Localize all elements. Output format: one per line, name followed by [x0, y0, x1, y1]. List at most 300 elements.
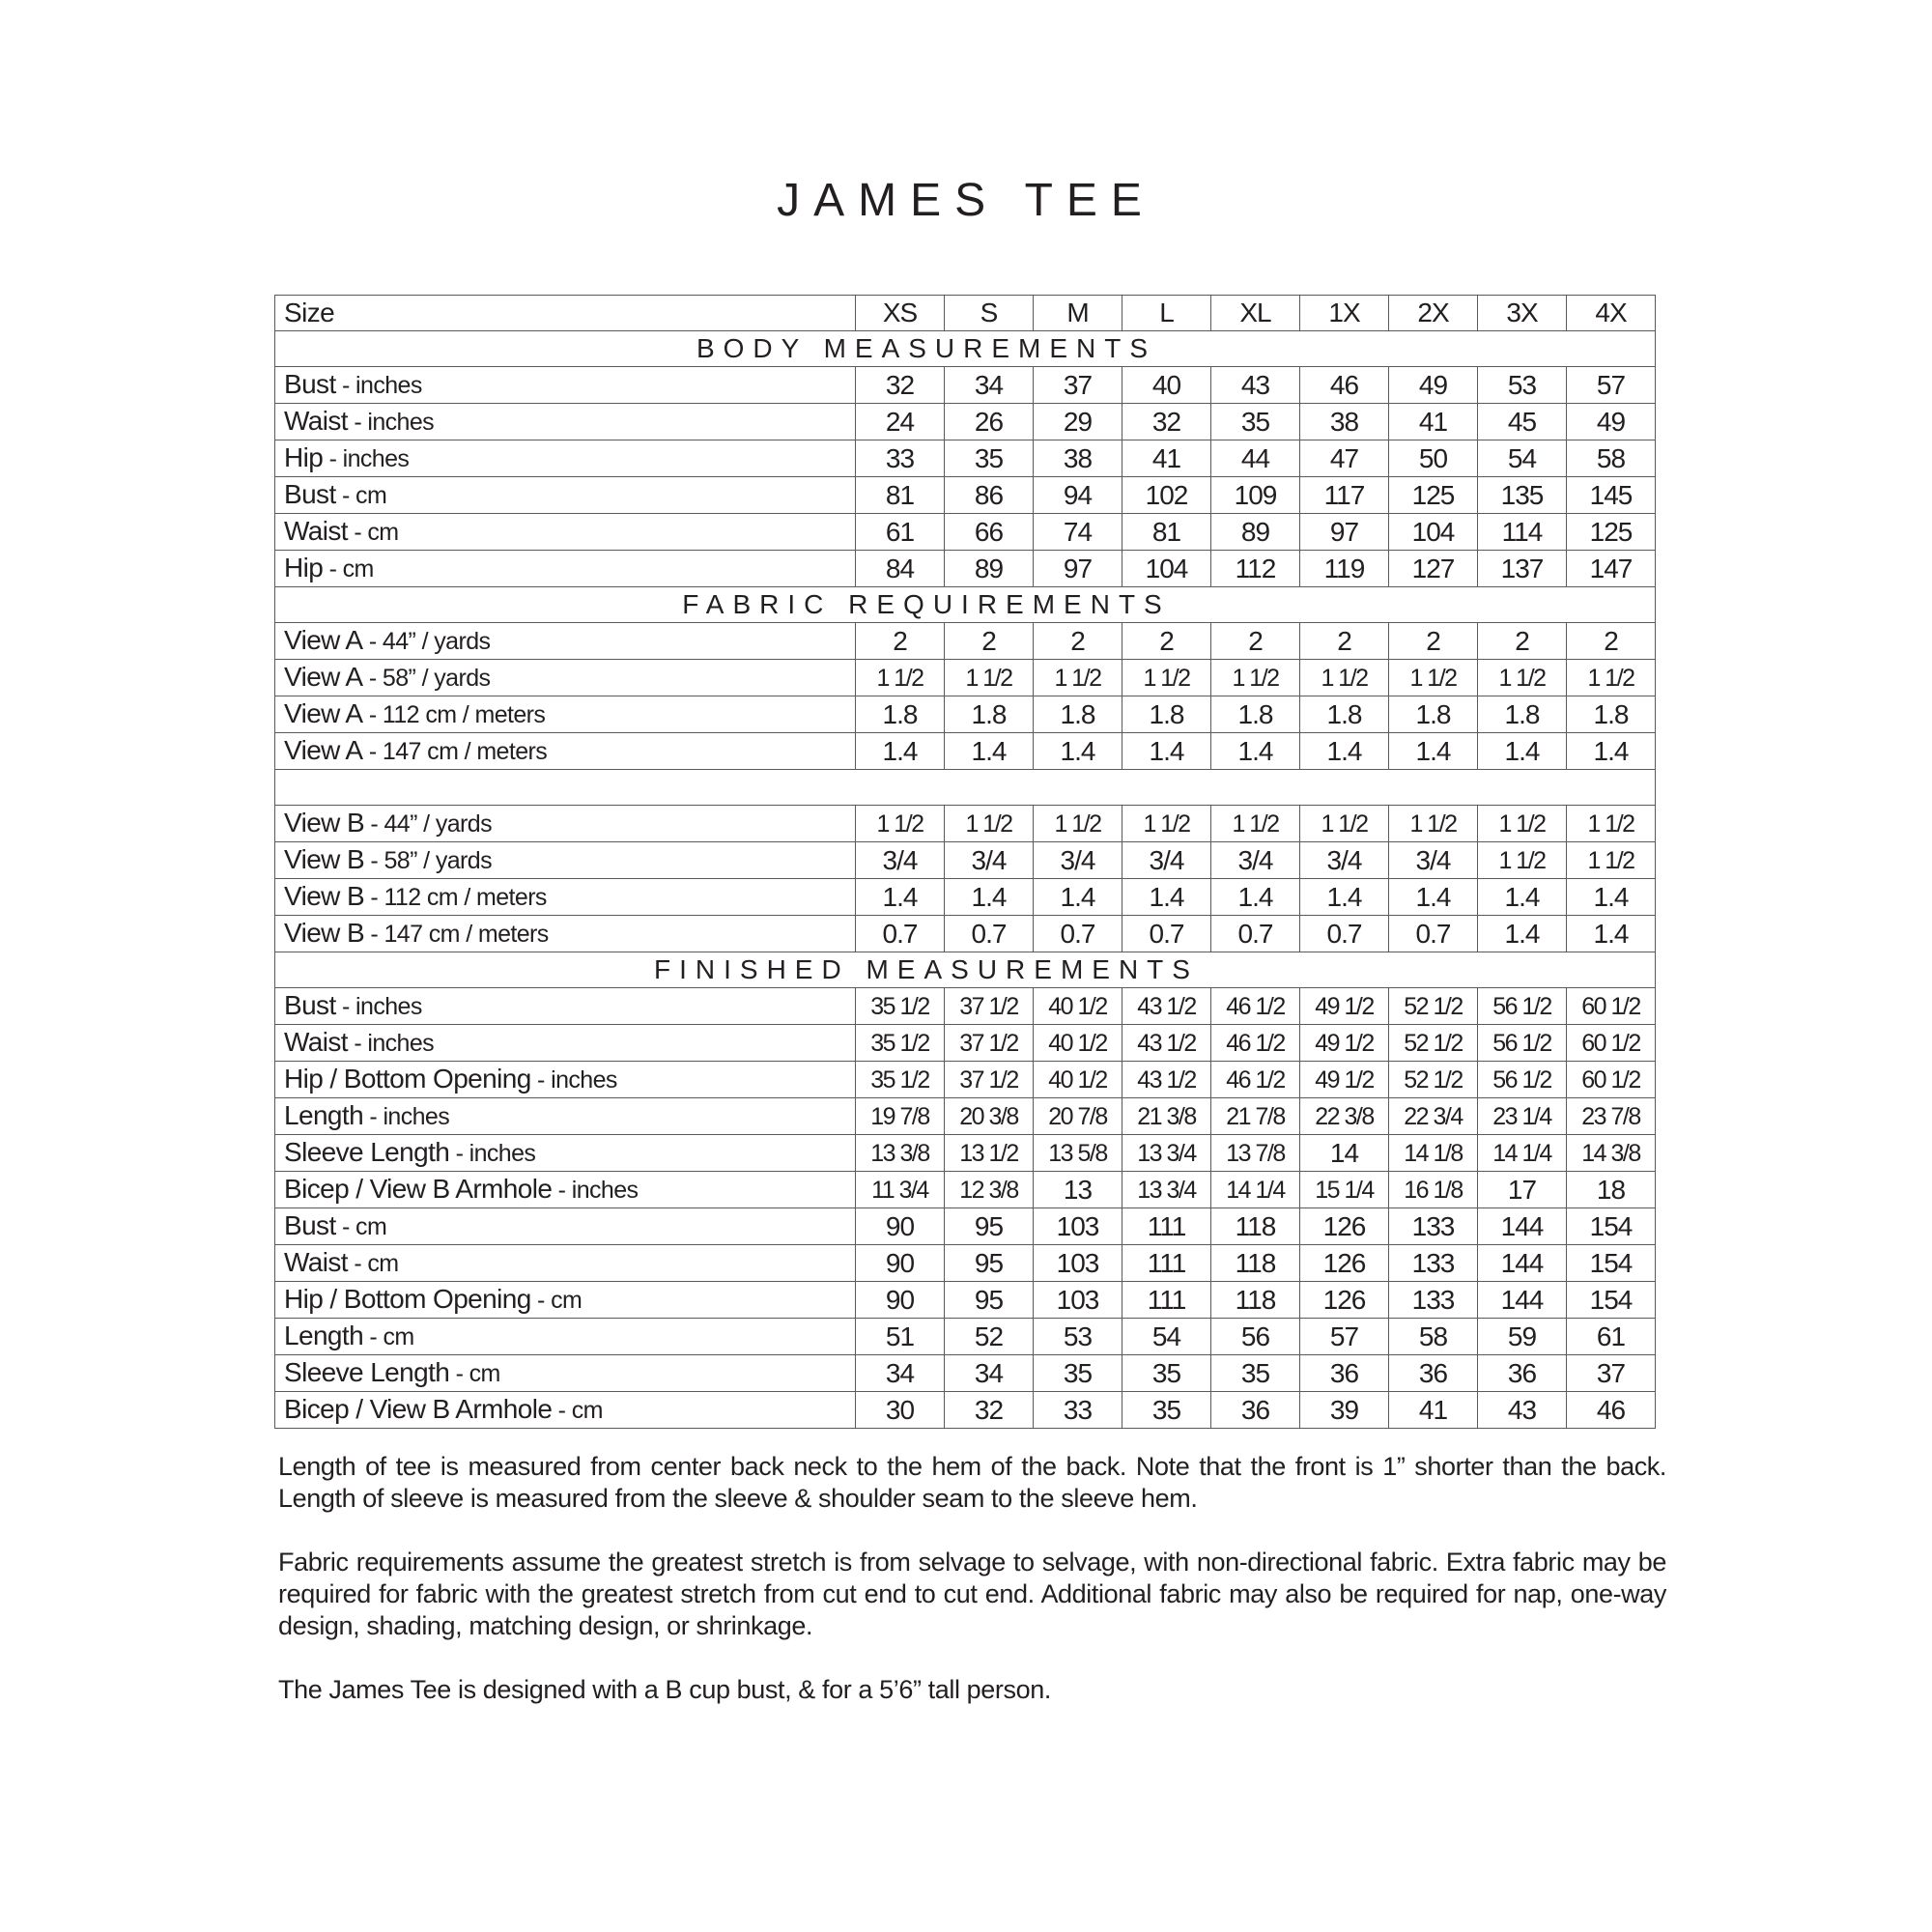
- measurement-value: 1.4: [1034, 733, 1122, 770]
- measurement-value: 52: [945, 1319, 1034, 1355]
- measurement-value: 1 1/2: [945, 806, 1034, 842]
- measurement-value: 14 3/8: [1567, 1135, 1656, 1172]
- measurement-value: 103: [1034, 1208, 1122, 1245]
- measurement-value: 90: [856, 1245, 945, 1282]
- measurement-label: [275, 1245, 856, 1282]
- measurement-value: 118: [1211, 1282, 1300, 1319]
- measurement-value: 3/4: [1122, 842, 1211, 879]
- measurement-unit: - 147 cm / meters: [362, 738, 548, 765]
- measurement-value: 1 1/2: [1300, 806, 1389, 842]
- measurement-name: View B: [284, 808, 365, 838]
- measurement-label: [275, 1208, 856, 1245]
- measurement-value: 37: [1567, 1355, 1656, 1392]
- measurement-name: Hip: [284, 553, 324, 582]
- measurement-unit: - inches: [363, 1103, 450, 1130]
- measurement-value: 26: [945, 404, 1034, 440]
- measurement-value: 43 1/2: [1122, 1025, 1211, 1062]
- measurement-value: 35: [1211, 404, 1300, 440]
- measurement-name: Hip / Bottom Opening: [284, 1064, 531, 1094]
- measurement-label: [275, 1135, 856, 1172]
- measurement-value: 17: [1478, 1172, 1567, 1208]
- measurement-value: 1.8: [1211, 696, 1300, 733]
- measurement-value: 135: [1478, 477, 1567, 514]
- measurement-value: 22 3/4: [1389, 1098, 1478, 1135]
- measurement-value: 59: [1478, 1319, 1567, 1355]
- measurement-unit: - 44” / yards: [364, 810, 492, 838]
- measurement-value: 118: [1211, 1208, 1300, 1245]
- measurement-value: 3/4: [856, 842, 945, 879]
- measurement-unit: - inches: [552, 1177, 639, 1204]
- measurement-unit: - inches: [347, 1030, 435, 1057]
- measurement-name: Bust: [284, 479, 336, 509]
- section-header: [275, 331, 1656, 367]
- measurement-value: 46: [1567, 1392, 1656, 1429]
- measurement-value: 46: [1300, 367, 1389, 404]
- measurement-value: 2: [945, 623, 1034, 660]
- measurement-value: 37: [1034, 367, 1122, 404]
- measurement-row: [275, 1172, 1656, 1208]
- measurement-value: 1.4: [1300, 733, 1389, 770]
- section-title: FABRIC REQUIREMENTS: [682, 589, 1171, 619]
- measurement-value: 104: [1122, 551, 1211, 587]
- measurement-row: [275, 1098, 1656, 1135]
- measurement-value: 1 1/2: [1567, 842, 1656, 879]
- measurement-value: 1.8: [1122, 696, 1211, 733]
- measurement-value: 125: [1389, 477, 1478, 514]
- measurement-unit: - inches: [347, 409, 435, 436]
- measurement-name: Hip / Bottom Opening: [284, 1284, 531, 1314]
- measurement-row: [275, 842, 1656, 879]
- measurement-value: 35: [1122, 1392, 1211, 1429]
- measurement-label: [275, 1062, 856, 1098]
- measurement-value: 52 1/2: [1389, 988, 1478, 1025]
- measurement-value: 1 1/2: [1567, 806, 1656, 842]
- measurement-name: View A: [284, 735, 363, 765]
- measurement-row: [275, 1392, 1656, 1429]
- measurement-name: View A: [284, 698, 363, 728]
- measurement-value: 66: [945, 514, 1034, 551]
- measurement-value: 54: [1122, 1319, 1211, 1355]
- measurement-value: 90: [856, 1282, 945, 1319]
- notes: [278, 1451, 1666, 1738]
- measurement-row: [275, 1355, 1656, 1392]
- measurement-value: 56 1/2: [1478, 1062, 1567, 1098]
- measurement-unit: - 58” / yards: [364, 847, 492, 874]
- measurement-value: 18: [1567, 1172, 1656, 1208]
- measurement-value: 35 1/2: [856, 988, 945, 1025]
- measurement-name: Bicep / View B Armhole: [284, 1394, 553, 1424]
- measurement-value: 89: [945, 551, 1034, 587]
- measurement-unit: - cm: [363, 1323, 414, 1350]
- measurement-value: 95: [945, 1245, 1034, 1282]
- measurement-row: [275, 988, 1656, 1025]
- measurement-value: 49: [1389, 367, 1478, 404]
- measurement-label: [275, 551, 856, 587]
- section-title: BODY MEASUREMENTS: [696, 333, 1157, 363]
- measurement-value: 37 1/2: [945, 1062, 1034, 1098]
- measurement-row: [275, 404, 1656, 440]
- measurement-unit: - 112 cm / meters: [364, 884, 547, 911]
- measurement-value: 97: [1300, 514, 1389, 551]
- measurement-value: 1 1/2: [856, 660, 945, 696]
- measurement-value: 133: [1389, 1282, 1478, 1319]
- measurement-value: 58: [1567, 440, 1656, 477]
- measurement-value: 32: [1122, 404, 1211, 440]
- measurement-value: 33: [1034, 1392, 1122, 1429]
- measurement-unit: - cm: [347, 1250, 399, 1277]
- measurement-row: [275, 1135, 1656, 1172]
- size-chart-table: [274, 295, 1656, 1429]
- measurement-value: 1.8: [1567, 696, 1656, 733]
- measurement-unit: - 44” / yards: [362, 628, 491, 655]
- measurement-value: 34: [945, 367, 1034, 404]
- measurement-value: 1.4: [1478, 916, 1567, 952]
- measurement-value: 13 3/4: [1122, 1135, 1211, 1172]
- measurement-value: 36: [1389, 1355, 1478, 1392]
- measurement-value: 40 1/2: [1034, 1025, 1122, 1062]
- measurement-value: 43: [1478, 1392, 1567, 1429]
- measurement-value: 60 1/2: [1567, 1025, 1656, 1062]
- measurement-value: 56 1/2: [1478, 1025, 1567, 1062]
- measurement-value: 24: [856, 404, 945, 440]
- measurement-value: 3/4: [1211, 842, 1300, 879]
- measurement-value: 104: [1389, 514, 1478, 551]
- measurement-value: 3/4: [945, 842, 1034, 879]
- measurement-row: [275, 806, 1656, 842]
- measurement-value: 12 3/8: [945, 1172, 1034, 1208]
- measurement-value: 13 5/8: [1034, 1135, 1122, 1172]
- measurement-name: Bicep / View B Armhole: [284, 1174, 553, 1204]
- measurement-value: 14 1/4: [1478, 1135, 1567, 1172]
- measurement-name: Length: [284, 1100, 364, 1130]
- measurement-name: Sleeve Length: [284, 1137, 450, 1167]
- measurement-value: 41: [1389, 404, 1478, 440]
- measurement-label: [275, 440, 856, 477]
- measurement-row: [275, 1245, 1656, 1282]
- measurement-value: 56 1/2: [1478, 988, 1567, 1025]
- measurement-unit: - cm: [323, 555, 374, 582]
- measurement-label: [275, 696, 856, 733]
- size-header-label: Size: [275, 296, 856, 331]
- measurement-value: 90: [856, 1208, 945, 1245]
- measurement-value: 61: [856, 514, 945, 551]
- measurement-value: 34: [945, 1355, 1034, 1392]
- measurement-value: 1.4: [1122, 879, 1211, 916]
- measurement-value: 3/4: [1034, 842, 1122, 879]
- measurement-value: 53: [1478, 367, 1567, 404]
- measurement-value: 145: [1567, 477, 1656, 514]
- measurement-value: 60 1/2: [1567, 988, 1656, 1025]
- measurement-name: View A: [284, 625, 363, 655]
- measurement-value: 13: [1034, 1172, 1122, 1208]
- measurement-value: 1.4: [1122, 733, 1211, 770]
- measurement-value: 61: [1567, 1319, 1656, 1355]
- measurement-value: 35: [945, 440, 1034, 477]
- note-length: Length of tee is measured from center back neck to the hem of the back. Note that the front is 1” shorter than the back. Length of sleeve is measured from the sleeve & shoulder seam to the sleeve hem.: [278, 1452, 1666, 1513]
- measurement-value: 81: [1122, 514, 1211, 551]
- measurement-value: 57: [1300, 1319, 1389, 1355]
- measurement-value: 21 7/8: [1211, 1098, 1300, 1135]
- measurement-row: [275, 879, 1656, 916]
- measurement-value: 102: [1122, 477, 1211, 514]
- measurement-label: [275, 1172, 856, 1208]
- measurement-value: 20 7/8: [1034, 1098, 1122, 1135]
- measurement-row: [275, 623, 1656, 660]
- measurement-value: 40 1/2: [1034, 1062, 1122, 1098]
- measurement-unit: - cm: [335, 1213, 387, 1240]
- size-header-cell: XL: [1211, 296, 1300, 331]
- section-header-row: [275, 952, 1656, 988]
- measurement-value: 16 1/8: [1389, 1172, 1478, 1208]
- measurement-value: 1 1/2: [1478, 806, 1567, 842]
- measurement-value: 3/4: [1389, 842, 1478, 879]
- measurement-value: 112: [1211, 551, 1300, 587]
- measurement-value: 154: [1567, 1208, 1656, 1245]
- measurement-row: [275, 1025, 1656, 1062]
- measurement-value: 2: [1478, 623, 1567, 660]
- measurement-value: 95: [945, 1282, 1034, 1319]
- measurement-value: 13 3/8: [856, 1135, 945, 1172]
- measurement-value: 2: [1567, 623, 1656, 660]
- measurement-row: [275, 660, 1656, 696]
- measurement-value: 45: [1478, 404, 1567, 440]
- measurement-value: 119: [1300, 551, 1389, 587]
- measurement-value: 0.7: [1389, 916, 1478, 952]
- measurement-value: 97: [1034, 551, 1122, 587]
- measurement-value: 1.4: [1478, 733, 1567, 770]
- measurement-name: Bust: [284, 369, 336, 399]
- measurement-value: 23 7/8: [1567, 1098, 1656, 1135]
- measurement-value: 1 1/2: [1211, 806, 1300, 842]
- section-header: [275, 587, 1656, 623]
- measurement-value: 126: [1300, 1245, 1389, 1282]
- size-header-cell: L: [1122, 296, 1211, 331]
- measurement-row: [275, 1319, 1656, 1355]
- measurement-value: 1 1/2: [1567, 660, 1656, 696]
- measurement-value: 133: [1389, 1208, 1478, 1245]
- measurement-unit: - cm: [552, 1397, 603, 1424]
- measurement-value: 33: [856, 440, 945, 477]
- measurement-name: View A: [284, 662, 363, 692]
- measurement-value: 2: [1122, 623, 1211, 660]
- measurement-unit: - 112 cm / meters: [362, 701, 546, 728]
- measurement-value: 1.8: [1300, 696, 1389, 733]
- measurement-value: 2: [856, 623, 945, 660]
- measurement-value: 1 1/2: [1478, 660, 1567, 696]
- measurement-value: 0.7: [856, 916, 945, 952]
- measurement-value: 0.7: [1300, 916, 1389, 952]
- measurement-value: 49 1/2: [1300, 988, 1389, 1025]
- measurement-value: 137: [1478, 551, 1567, 587]
- note-fit: The James Tee is designed with a B cup bust, & for a 5’6” tall person.: [278, 1675, 1051, 1704]
- measurement-value: 34: [856, 1355, 945, 1392]
- measurement-value: 13 7/8: [1211, 1135, 1300, 1172]
- measurement-value: 52 1/2: [1389, 1025, 1478, 1062]
- measurement-value: 114: [1478, 514, 1567, 551]
- measurement-value: 126: [1300, 1208, 1389, 1245]
- measurement-value: 127: [1389, 551, 1478, 587]
- measurement-value: 29: [1034, 404, 1122, 440]
- measurement-value: 1.4: [1567, 733, 1656, 770]
- note-fabric: Fabric requirements assume the greatest stretch is from selvage to selvage, with non-directional fabric. Extra fabric may be required for fabric with the greatest stretch from cut end to cut end. Additional fabric may also be required for nap, one-way design, shading, matching design, or shrinkage.: [278, 1548, 1666, 1640]
- measurement-value: 1.8: [945, 696, 1034, 733]
- measurement-name: Bust: [284, 1210, 336, 1240]
- measurement-value: 39: [1300, 1392, 1389, 1429]
- measurement-value: 111: [1122, 1208, 1211, 1245]
- measurement-value: 41: [1389, 1392, 1478, 1429]
- measurement-value: 1 1/2: [1034, 660, 1122, 696]
- measurement-value: 1.4: [856, 733, 945, 770]
- measurement-label: [275, 1098, 856, 1135]
- measurement-value: 1.4: [1567, 916, 1656, 952]
- measurement-row: [275, 477, 1656, 514]
- measurement-value: 57: [1567, 367, 1656, 404]
- measurement-value: 144: [1478, 1245, 1567, 1282]
- measurement-value: 1.4: [1389, 733, 1478, 770]
- measurement-name: Waist: [284, 516, 348, 546]
- measurement-value: 1.4: [945, 879, 1034, 916]
- measurement-value: 51: [856, 1319, 945, 1355]
- size-header-cell: 3X: [1478, 296, 1567, 331]
- measurement-unit: - inches: [449, 1140, 536, 1167]
- measurement-value: 32: [856, 367, 945, 404]
- measurement-value: 103: [1034, 1245, 1122, 1282]
- measurement-label: [275, 367, 856, 404]
- measurement-value: 43 1/2: [1122, 988, 1211, 1025]
- size-header-cell: 1X: [1300, 296, 1389, 331]
- measurement-value: 58: [1389, 1319, 1478, 1355]
- measurement-value: 103: [1034, 1282, 1122, 1319]
- measurement-value: 35: [1122, 1355, 1211, 1392]
- measurement-value: 1.8: [856, 696, 945, 733]
- measurement-value: 1.4: [1211, 879, 1300, 916]
- measurement-value: 84: [856, 551, 945, 587]
- measurement-value: 1 1/2: [945, 660, 1034, 696]
- measurement-value: 53: [1034, 1319, 1122, 1355]
- measurement-unit: - inches: [335, 993, 422, 1020]
- section-title: FINISHED MEASUREMENTS: [654, 954, 1199, 984]
- measurement-unit: - cm: [449, 1360, 500, 1387]
- measurement-value: 2: [1389, 623, 1478, 660]
- measurement-value: 144: [1478, 1208, 1567, 1245]
- measurement-value: 1.4: [1389, 879, 1478, 916]
- measurement-value: 3/4: [1300, 842, 1389, 879]
- measurement-value: 46 1/2: [1211, 1025, 1300, 1062]
- measurement-value: 21 3/8: [1122, 1098, 1211, 1135]
- measurement-value: 1.4: [1567, 879, 1656, 916]
- measurement-value: 49 1/2: [1300, 1062, 1389, 1098]
- measurement-value: 14 1/8: [1389, 1135, 1478, 1172]
- measurement-value: 13 3/4: [1122, 1172, 1211, 1208]
- measurement-value: 49 1/2: [1300, 1025, 1389, 1062]
- page-title: JAMES TEE: [777, 175, 1155, 226]
- measurement-value: 2: [1034, 623, 1122, 660]
- measurement-value: 1 1/2: [1478, 842, 1567, 879]
- measurement-value: 1 1/2: [1122, 660, 1211, 696]
- measurement-label: [275, 1282, 856, 1319]
- size-header-row: [275, 296, 1656, 331]
- spacer-cell: [275, 770, 1656, 806]
- measurement-name: View B: [284, 881, 365, 911]
- measurement-value: 86: [945, 477, 1034, 514]
- measurement-value: 32: [945, 1392, 1034, 1429]
- measurement-value: 15 1/4: [1300, 1172, 1389, 1208]
- measurement-name: Hip: [284, 442, 324, 472]
- measurement-unit: - cm: [347, 519, 399, 546]
- measurement-value: 1.8: [1034, 696, 1122, 733]
- measurement-value: 147: [1567, 551, 1656, 587]
- measurement-value: 0.7: [1034, 916, 1122, 952]
- section-header: [275, 952, 1656, 988]
- section-header-row: [275, 331, 1656, 367]
- measurement-name: View B: [284, 918, 365, 948]
- measurement-value: 1.4: [1034, 879, 1122, 916]
- measurement-value: 44: [1211, 440, 1300, 477]
- measurement-name: Bust: [284, 990, 336, 1020]
- measurement-value: 1.4: [1478, 879, 1567, 916]
- measurement-label: [275, 879, 856, 916]
- measurement-row: [275, 440, 1656, 477]
- measurement-value: 35: [1034, 1355, 1122, 1392]
- measurement-value: 74: [1034, 514, 1122, 551]
- measurement-value: 154: [1567, 1245, 1656, 1282]
- measurement-value: 38: [1034, 440, 1122, 477]
- measurement-label: [275, 1392, 856, 1429]
- measurement-value: 0.7: [1122, 916, 1211, 952]
- size-header-cell: XS: [856, 296, 945, 331]
- measurement-value: 43: [1211, 367, 1300, 404]
- measurement-label: [275, 514, 856, 551]
- size-header-cell: 4X: [1567, 296, 1656, 331]
- measurement-name: Waist: [284, 406, 348, 436]
- measurement-value: 1 1/2: [1389, 806, 1478, 842]
- measurement-unit: - 58” / yards: [362, 665, 491, 692]
- measurement-label: [275, 842, 856, 879]
- measurement-value: 43 1/2: [1122, 1062, 1211, 1098]
- measurement-name: Waist: [284, 1247, 348, 1277]
- size-header-cell: M: [1034, 296, 1122, 331]
- measurement-unit: - cm: [335, 482, 387, 509]
- measurement-value: 95: [945, 1208, 1034, 1245]
- measurement-value: 46 1/2: [1211, 988, 1300, 1025]
- measurement-value: 46 1/2: [1211, 1062, 1300, 1098]
- measurement-value: 94: [1034, 477, 1122, 514]
- measurement-value: 1.8: [1389, 696, 1478, 733]
- measurement-value: 1 1/2: [1211, 660, 1300, 696]
- measurement-value: 41: [1122, 440, 1211, 477]
- measurement-row: [275, 733, 1656, 770]
- measurement-value: 125: [1567, 514, 1656, 551]
- measurement-value: 35 1/2: [856, 1062, 945, 1098]
- measurement-label: [275, 623, 856, 660]
- measurement-value: 40: [1122, 367, 1211, 404]
- measurement-value: 2: [1300, 623, 1389, 660]
- measurement-value: 1.4: [1300, 879, 1389, 916]
- measurement-value: 11 3/4: [856, 1172, 945, 1208]
- measurement-value: 81: [856, 477, 945, 514]
- measurement-value: 2: [1211, 623, 1300, 660]
- measurement-label: [275, 988, 856, 1025]
- measurement-row: [275, 696, 1656, 733]
- measurement-label: [275, 1355, 856, 1392]
- measurement-value: 52 1/2: [1389, 1062, 1478, 1098]
- measurement-label: [275, 1319, 856, 1355]
- measurement-value: 1.8: [1478, 696, 1567, 733]
- measurement-unit: - 147 cm / meters: [364, 921, 549, 948]
- measurement-value: 133: [1389, 1245, 1478, 1282]
- measurement-value: 1 1/2: [856, 806, 945, 842]
- measurement-label: [275, 806, 856, 842]
